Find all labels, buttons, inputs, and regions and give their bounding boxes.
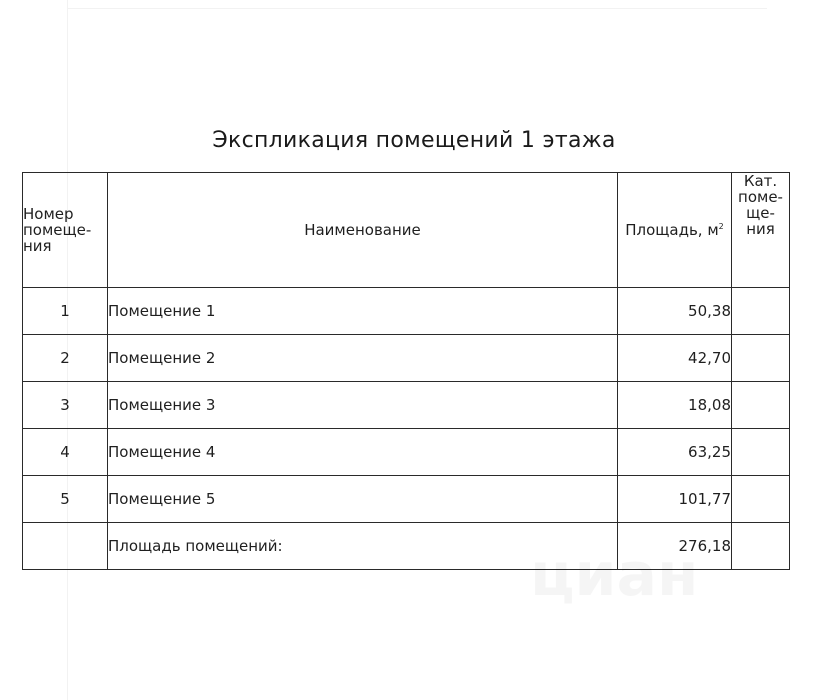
total-number-cell (23, 523, 108, 570)
room-name-cell: Помещение 3 (108, 382, 618, 429)
table-row (23, 476, 790, 523)
room-area-cell: 101,77 (618, 476, 732, 523)
total-label-cell: Площадь помещений: (108, 523, 618, 570)
room-number-cell: 2 (23, 335, 108, 382)
room-area-cell: 50,38 (618, 288, 732, 335)
room-name-cell: Помещение 2 (108, 335, 618, 382)
room-number-cell: 4 (23, 429, 108, 476)
header-room-category: Кат. поме- ще- ния (732, 173, 790, 288)
table-row (23, 335, 790, 382)
header-room-number: Номер помеще- ния (23, 173, 108, 288)
room-number-cell: 5 (23, 476, 108, 523)
room-area-cell: 63,25 (618, 429, 732, 476)
table-row (23, 288, 790, 335)
room-category-cell (732, 288, 790, 335)
table-row (23, 429, 790, 476)
room-number-cell: 1 (23, 288, 108, 335)
room-name-cell: Помещение 4 (108, 429, 618, 476)
table-header-row (23, 173, 790, 288)
room-number-cell: 3 (23, 382, 108, 429)
frame-edge (67, 8, 767, 9)
header-area: Площадь, $м^2$ (618, 173, 732, 288)
watermark-logo (530, 540, 698, 610)
room-name-cell: Помещение 5 (108, 476, 618, 523)
header-room-name: Наименование (108, 173, 618, 288)
room-explication-table (22, 172, 790, 570)
room-category-cell (732, 335, 790, 382)
room-category-cell (732, 476, 790, 523)
room-area-cell: 18,08 (618, 382, 732, 429)
total-category-cell (732, 523, 790, 570)
total-area-cell: 276,18 (618, 523, 732, 570)
table-row (23, 382, 790, 429)
room-area-cell: 42,70 (618, 335, 732, 382)
page-title: Экспликация помещений 1 этажа (212, 128, 616, 153)
room-category-cell (732, 382, 790, 429)
room-category-cell (732, 429, 790, 476)
room-name-cell: Помещение 1 (108, 288, 618, 335)
